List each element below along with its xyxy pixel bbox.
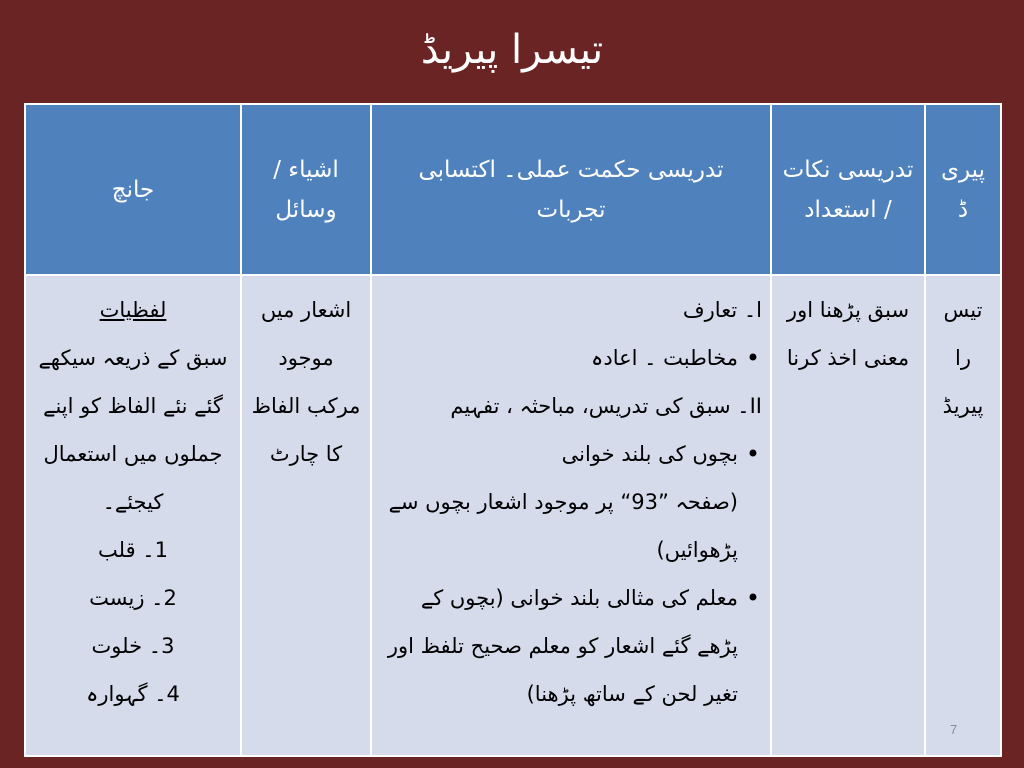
reading-bullet-text: بچوں کی بلند خوانی xyxy=(561,442,738,466)
vocabulary-instruction: سبق کے ذریعہ سیکھے گئے نئے الفاظ کو اپنے جملوں میں استعمال کیجئے۔ xyxy=(38,346,228,514)
reading-note: (صفحہ ”93“ پر موجود اشعار بچوں سے پڑھوائیں) xyxy=(388,490,738,562)
slide-title: تیسرا پیریڈ xyxy=(420,27,604,73)
vocabulary-word: 1۔ قلب xyxy=(98,538,168,562)
cell-strategy xyxy=(371,275,771,756)
cell-assessment xyxy=(25,275,241,756)
vocabulary-heading: لفظیات xyxy=(99,298,167,322)
teacher-reading-bullet: • معلم کی مثالی بلند خوانی (بچوں کے پڑھے گئے اشعار کو معلم صحیح تلفظ اور تغیر لحن کے ساتھ پڑھنا) xyxy=(380,574,738,718)
header-assessment: جانچ xyxy=(25,104,241,275)
teaching-bullet-list xyxy=(380,430,762,718)
cell-teaching-points: سبق پڑھنا اور معنی اخذ کرنا xyxy=(771,275,925,756)
header-period: پیری ڈ xyxy=(925,104,1001,275)
table-row xyxy=(25,275,1001,756)
intro-heading: ا۔ تعارف xyxy=(682,298,762,322)
vocabulary-word: 3۔ خلوت xyxy=(91,634,175,658)
reading-bullet xyxy=(380,430,738,574)
header-materials: اشیاء /وسائل xyxy=(241,104,371,275)
cell-period: تیس را پیریڈ xyxy=(925,275,1001,756)
header-strategy: تدریسی حکمت عملی۔ اکتسابی تجربات xyxy=(371,104,771,275)
page-number: 7 xyxy=(950,722,958,737)
intro-bullet: • مخاطبت ۔ اعادہ xyxy=(380,334,738,382)
vocabulary-word: 2۔ زیست xyxy=(89,586,177,610)
vocabulary-word: 4۔ گہوارہ xyxy=(86,682,180,706)
teaching-heading: II۔ سبق کی تدریس، مباحثہ ، تفہیم xyxy=(450,394,762,418)
table-header-row xyxy=(25,104,1001,275)
header-teaching-points: تدریسی نکات / استعداد xyxy=(771,104,925,275)
lesson-plan-table xyxy=(24,103,1002,757)
cell-materials: اشعار میں موجود مرکب الفاظ کا چارٹ xyxy=(241,275,371,756)
intro-bullet-list xyxy=(380,334,762,382)
